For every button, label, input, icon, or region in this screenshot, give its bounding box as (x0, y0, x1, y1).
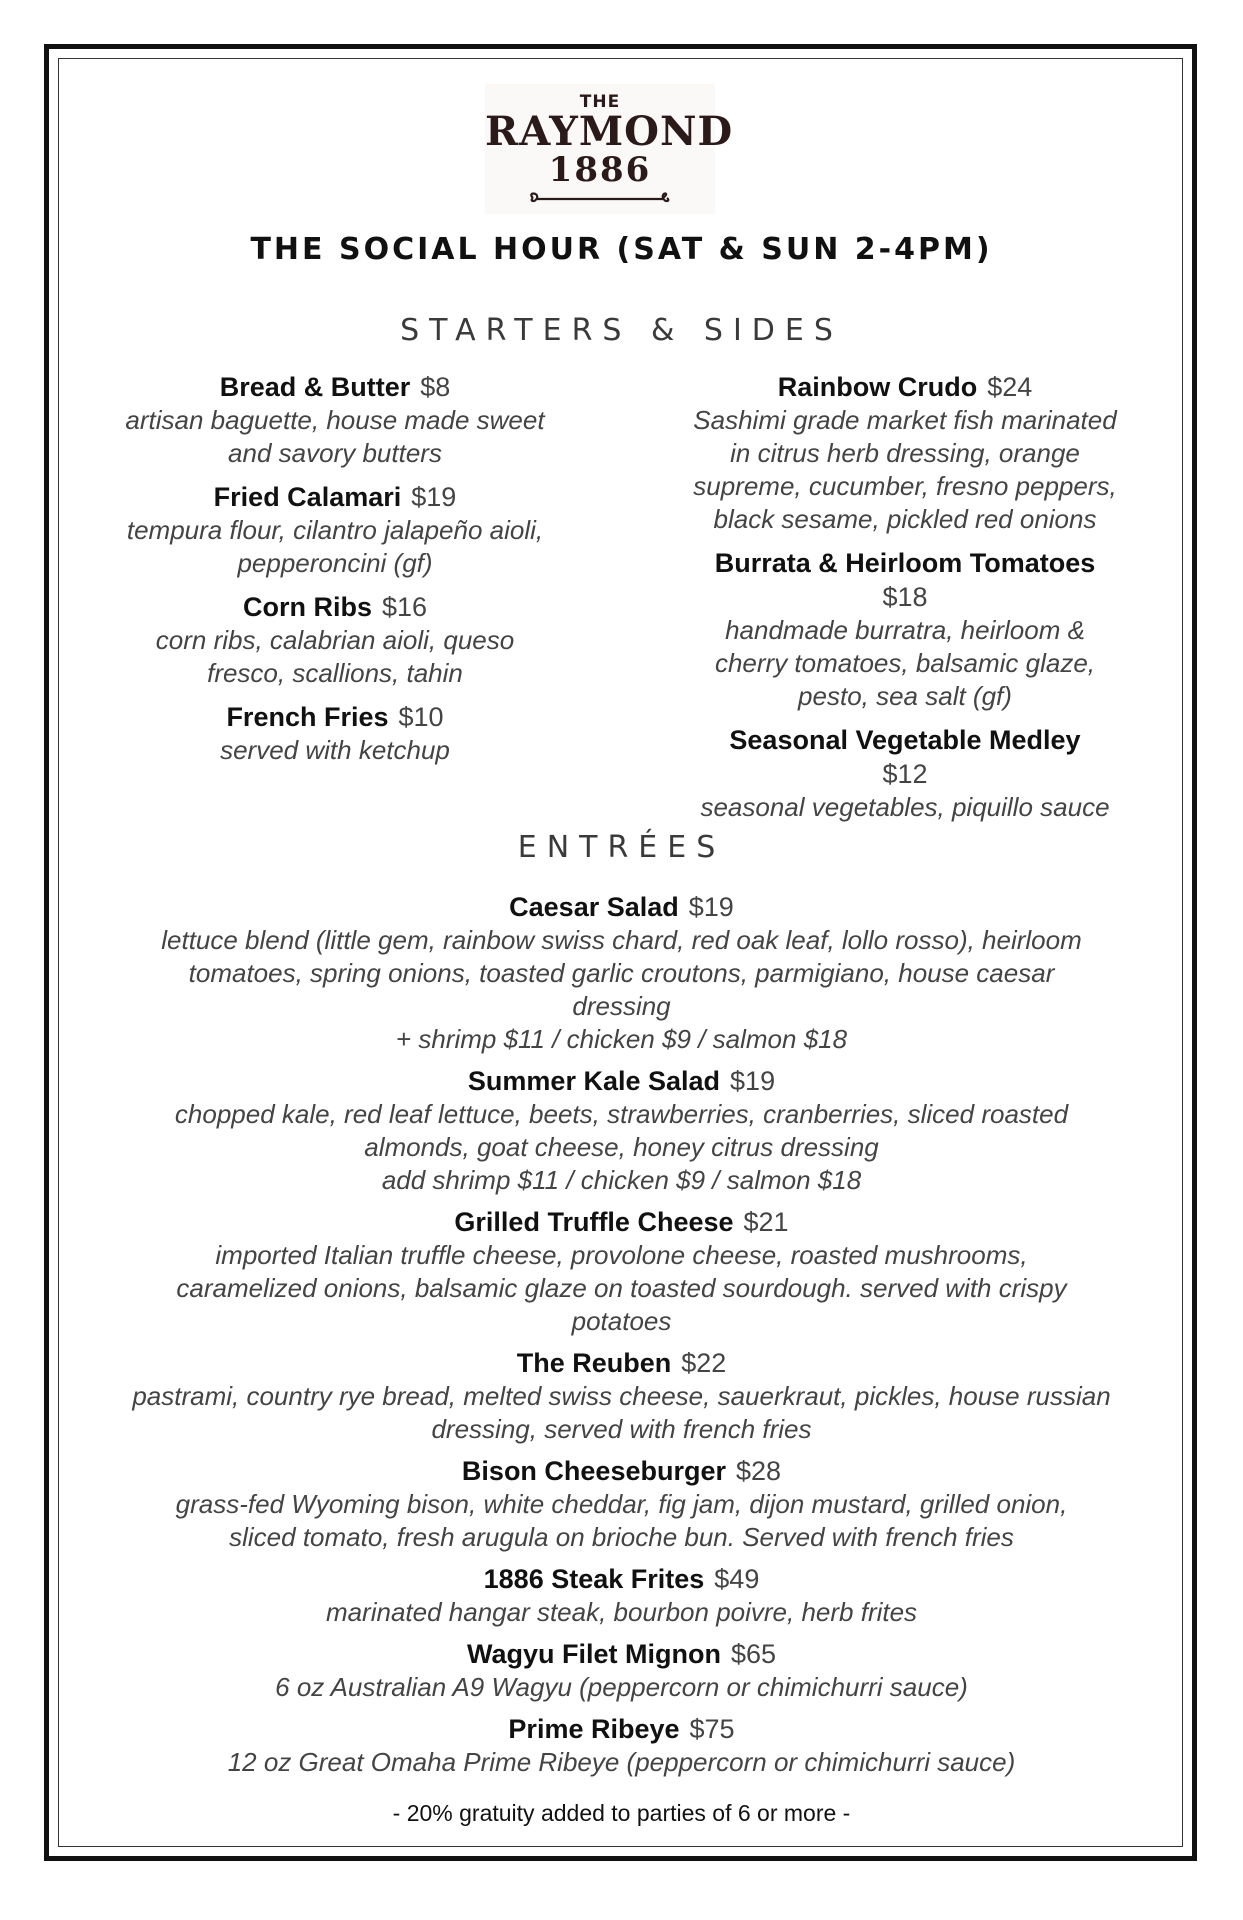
menu-item-description: tomatoes, spring onions, toasted garlic croutons, parmigiano, house caesar (188, 958, 1055, 988)
menu-item-heading (660, 370, 1150, 404)
menu-item-description: dressing, served with french fries (431, 1414, 812, 1444)
menu-item-price: $49 (714, 1564, 760, 1594)
menu-item-price: $18 (882, 582, 928, 612)
menu-item-price: $19 (688, 892, 734, 922)
menu-item-name: Bread & Butter (219, 372, 411, 402)
menu-item-price: $22 (681, 1348, 727, 1378)
menu-item-price: $65 (730, 1639, 777, 1669)
menu-item-name: Fried Calamari (213, 482, 402, 512)
menu-item-description: almonds, goat cheese, honey citrus dressing (364, 1132, 879, 1162)
menu-item-price: $8 (420, 372, 451, 402)
menu-item-name: 1886 Steak Frites (483, 1564, 705, 1594)
menu-item-heading (95, 890, 1148, 924)
menu-item-heading (95, 1064, 1148, 1098)
menu-item (660, 370, 1150, 536)
menu-item-price: $12 (882, 759, 928, 789)
menu-item-description: grass-fed Wyoming bison, white cheddar, fig jam, dijon mustard, grilled onion, (175, 1489, 1068, 1519)
logo-flourish-icon (525, 190, 675, 206)
logo-line-name: RAYMOND (485, 108, 734, 155)
menu-item (95, 1064, 1148, 1197)
menu-item-price: $16 (381, 592, 428, 622)
menu-item-description: tempura flour, cilantro jalapeño aioli, (126, 515, 544, 545)
menu-item-name: Corn Ribs (242, 592, 372, 622)
menu-item-heading (660, 546, 1150, 614)
menu-item-heading (95, 590, 575, 624)
menu-item-name: Grilled Truffle Cheese (454, 1207, 734, 1237)
menu-item (660, 723, 1150, 824)
menu-item-heading (95, 370, 575, 404)
menu-item-description: Sashimi grade market fish marinated (693, 405, 1117, 435)
logo-line-the: THE (579, 92, 621, 112)
menu-item-description: in citrus herb dressing, orange (730, 438, 1080, 468)
menu-item-description: add shrimp $11 / chicken $9 / salmon $18 (381, 1165, 862, 1195)
menu-item-description: pesto, sea salt (gf) (798, 681, 1012, 711)
entrees-list (95, 890, 1148, 1787)
menu-item-description: and savory butters (228, 438, 442, 468)
menu-item-description: seasonal vegetables, piquillo sauce (700, 792, 1110, 822)
menu-item-description: served with ketchup (220, 735, 450, 765)
menu-item (660, 546, 1150, 713)
menu-item-name: Seasonal Vegetable Medley (729, 725, 1081, 755)
menu-item-name: Wagyu Filet Mignon (466, 1639, 721, 1669)
menu-item-description: sliced tomato, fresh arugula on brioche bun. Served with french fries (229, 1522, 1014, 1552)
menu-item-name: Prime Ribeye (508, 1714, 680, 1744)
menu-item-heading (95, 1712, 1148, 1746)
menu-item-description: marinated hangar steak, bourbon poivre, herb frites (325, 1597, 918, 1627)
section-title-starters: STARTERS & SIDES (400, 313, 843, 348)
menu-item (95, 1346, 1148, 1446)
menu-item (95, 370, 575, 470)
menu-item-name: Burrata & Heirloom Tomatoes (714, 548, 1096, 578)
menu-item-description: supreme, cucumber, fresno peppers, (693, 471, 1117, 501)
menu-item-description: caramelized onions, balsamic glaze on toasted sourdough. served with crispy (176, 1273, 1067, 1303)
menu-item-description: corn ribs, calabrian aioli, queso (155, 625, 515, 655)
menu-item-description: artisan baguette, house made sweet (125, 405, 545, 435)
menu-item (95, 1562, 1148, 1629)
menu-item-heading (95, 1346, 1148, 1380)
menu-item-heading (95, 1454, 1148, 1488)
menu-item-description: chopped kale, red leaf lettuce, beets, strawberries, cranberries, sliced roasted (174, 1099, 1069, 1129)
menu-item-name: Summer Kale Salad (467, 1066, 721, 1096)
menu-item-name: Caesar Salad (509, 892, 679, 922)
menu-item-price: $19 (411, 482, 457, 512)
menu-item-price: $10 (398, 702, 444, 732)
menu-item (95, 890, 1148, 1056)
starters-left-column (95, 370, 575, 777)
menu-item-description: handmade burratra, heirloom & (725, 615, 1085, 645)
menu-item (95, 1454, 1148, 1554)
menu-item-description: potatoes (571, 1306, 672, 1336)
menu-item (95, 1712, 1148, 1779)
menu-item-name: The Reuben (516, 1348, 672, 1378)
menu-item (95, 1637, 1148, 1704)
menu-item-description: black sesame, pickled red onions (713, 504, 1097, 534)
menu-item-description: 12 oz Great Omaha Prime Ribeye (peppercorn or chimichurri sauce) (227, 1747, 1016, 1777)
menu-item (95, 1205, 1148, 1338)
menu-item-description: imported Italian truffle cheese, provolone cheese, roasted mushrooms, (215, 1240, 1028, 1270)
gratuity-note: - 20% gratuity added to parties of 6 or more - (392, 1800, 851, 1826)
logo-line-year: 1886 (548, 150, 652, 190)
menu-item-description: cherry tomatoes, balsamic glaze, (714, 648, 1096, 678)
menu-item-name: French Fries (226, 702, 389, 732)
menu-item-price: $75 (689, 1714, 735, 1744)
menu-item-heading (95, 700, 575, 734)
menu-headline: THE SOCIAL HOUR (SAT & SUN 2-4PM) (250, 232, 993, 267)
menu-item-heading (95, 1562, 1148, 1596)
menu-item-heading (95, 1637, 1148, 1671)
section-title-entrees: ENTRÉES (517, 830, 726, 865)
restaurant-logo (485, 84, 734, 214)
menu-item (95, 480, 575, 580)
menu-item-description: + shrimp $11 / chicken $9 / salmon $18 (395, 1024, 848, 1054)
menu-item-name: Rainbow Crudo (777, 372, 978, 402)
menu-item-name: Bison Cheeseburger (461, 1456, 726, 1486)
menu-item-description: 6 oz Australian A9 Wagyu (peppercorn or chimichurri sauce) (275, 1672, 968, 1702)
menu-item-price: $21 (743, 1207, 789, 1237)
menu-item-heading (95, 480, 575, 514)
menu-item-price: $28 (736, 1456, 782, 1486)
starters-right-column (660, 370, 1150, 834)
menu-item-heading (660, 723, 1150, 791)
menu-item-description: lettuce blend (little gem, rainbow swiss chard, red oak leaf, lollo rosso), heirloom (161, 925, 1082, 955)
menu-item-price: $24 (987, 372, 1033, 402)
menu-item (95, 590, 575, 690)
menu-item (95, 700, 575, 767)
menu-item-description: dressing (572, 991, 671, 1021)
menu-item-price: $19 (730, 1066, 776, 1096)
menu-item-heading (95, 1205, 1148, 1239)
menu-item-description: pastrami, country rye bread, melted swiss cheese, sauerkraut, pickles, house russian (132, 1381, 1111, 1411)
menu-item-description: fresco, scallions, tahin (207, 658, 463, 688)
menu-item-description: pepperoncini (gf) (237, 548, 433, 578)
